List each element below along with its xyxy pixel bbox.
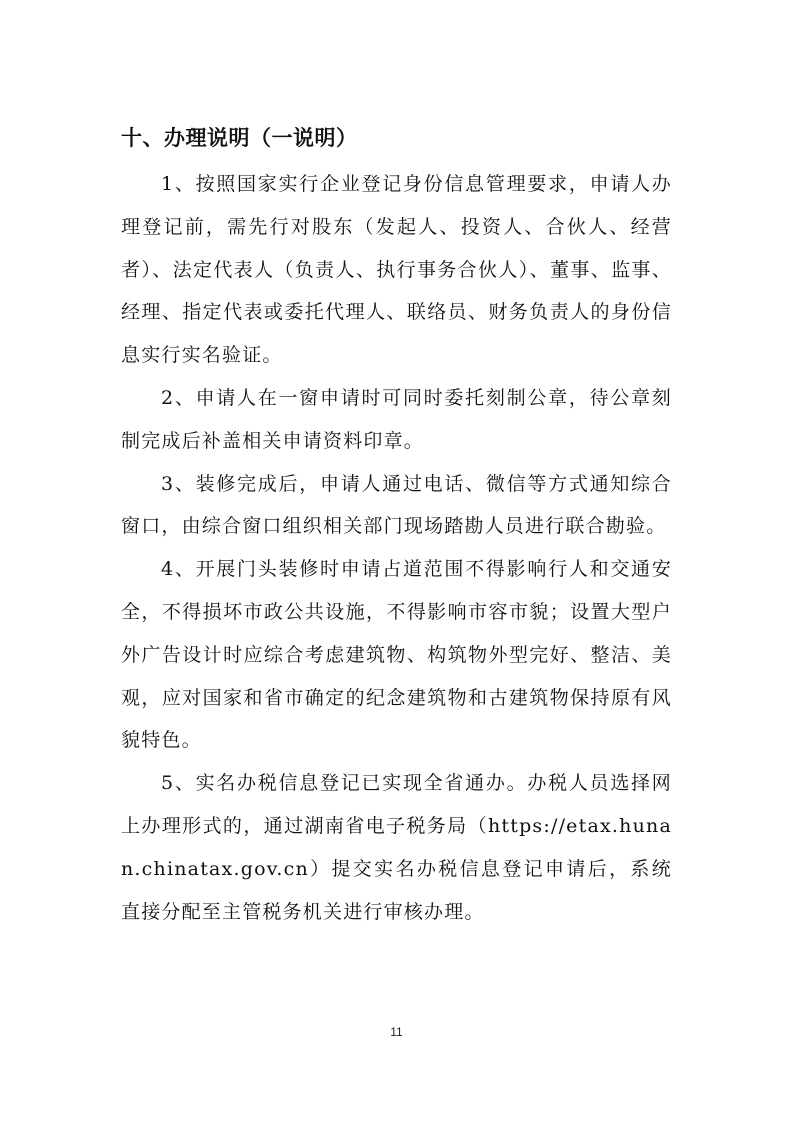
paragraph-1: 1、按照国家实行企业登记身份信息管理要求，申请人办理登记前，需先行对股东（发起人、投资人、合伙人、经营者）、法定代表人（负责人、执行事务合伙人）、董事、监事、经理、指定代表或委托代理人、联络员、财务负责人的身份信息实行实名验证。: [121, 173, 672, 367]
section-heading: 十、办理说明（一说明）: [121, 126, 358, 150]
paragraph-4: 4、开展门头装修时申请占道范围不得影响行人和交通安全，不得损坏市政公共设施，不得影响市容市貌；设置大型户外广告设计时应综合考虑建筑物、构筑物外型完好、整洁、美观，应对国家和省市确定的纪念建筑物和古建筑物保持原有风貌特色。: [121, 558, 672, 752]
document-body: [121, 163, 672, 933]
paragraph-3: 3、装修完成后，申请人通过电话、微信等方式通知综合窗口，由综合窗口组织相关部门现场踏勘人员进行联合勘验。: [121, 472, 672, 538]
paragraph-5: 5、实名办税信息登记已实现全省通办。办税人员选择网上办理形式的，通过湖南省电子税务局（https://etax.hunan.chinatax.gov.cn）提交实名办税信息登记申请后，系统直接分配至主管税务机关进行审核办理。: [121, 772, 672, 923]
page-number: 11: [390, 1025, 403, 1039]
paragraph-2: 2、申请人在一窗申请时可同时委托刻制公章，待公章刻制完成后补盖相关申请资料印章。: [121, 386, 672, 452]
